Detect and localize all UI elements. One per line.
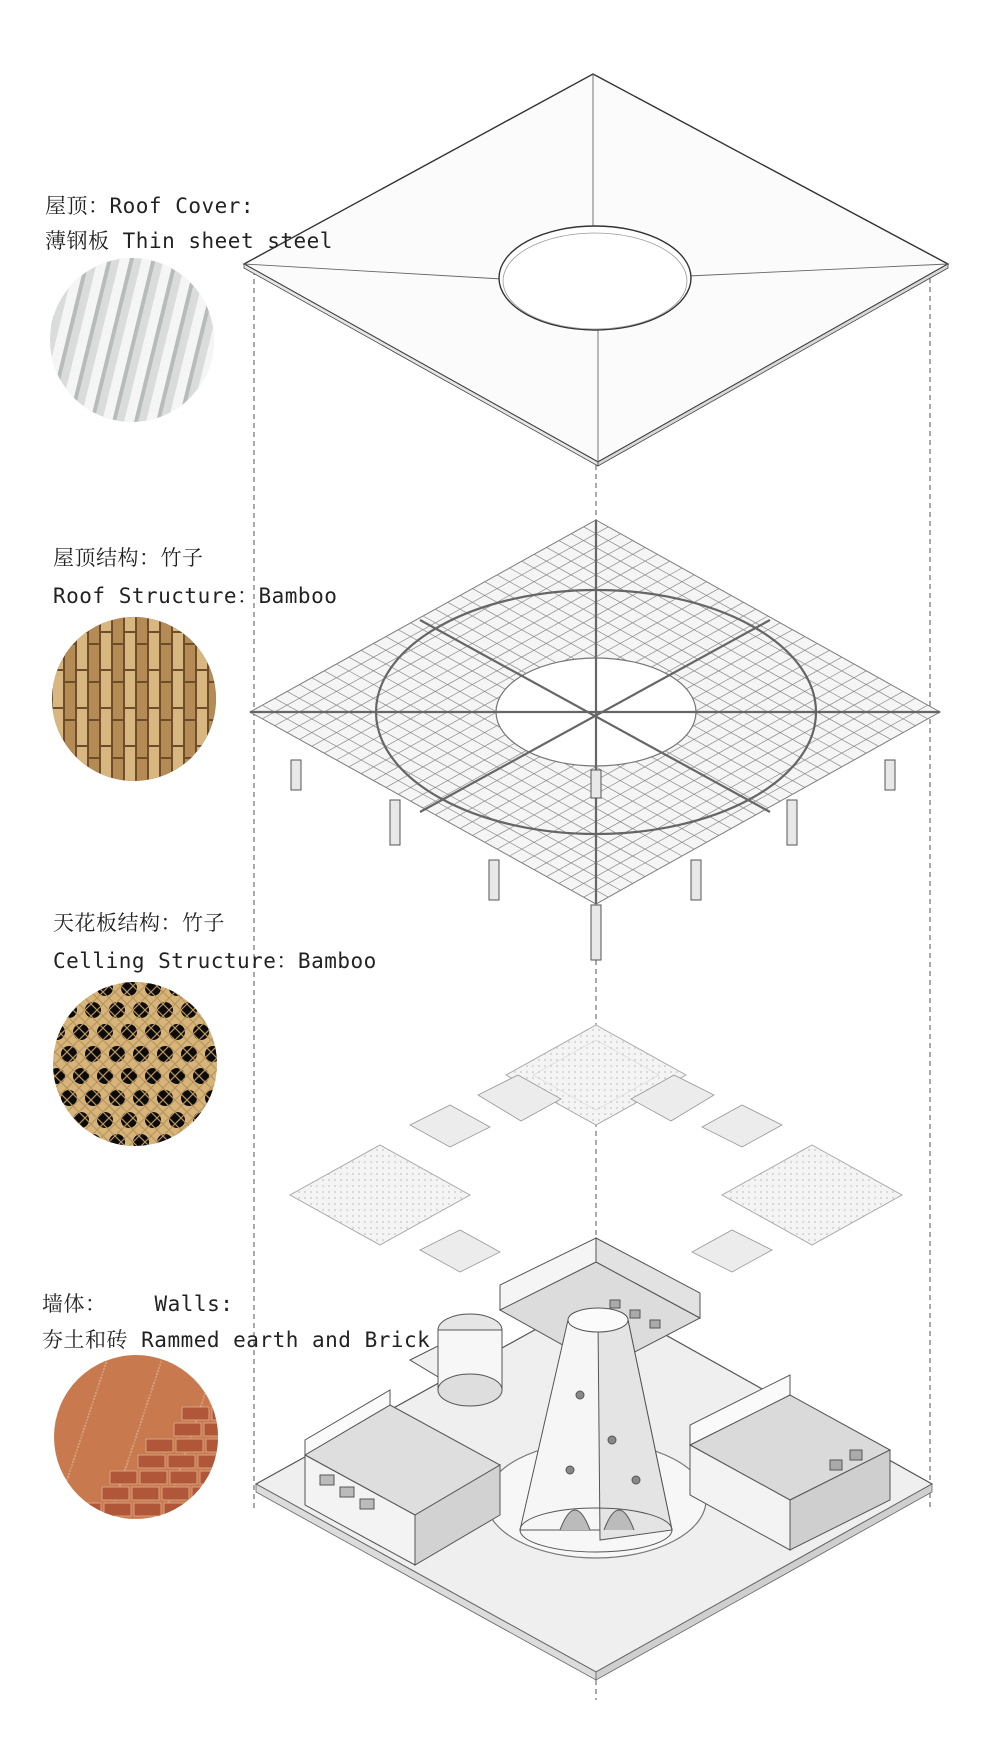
corrugated-steel-swatch [50, 258, 214, 422]
roof-structure-layer [250, 520, 940, 960]
walls-material-cn: 夯土和砖 [42, 1328, 128, 1352]
roof-cover-label-cn: 屋顶： [45, 194, 110, 218]
roof-cover-layer [244, 74, 948, 466]
roof-cover-material-en: Thin sheet steel [122, 229, 333, 253]
bamboo-poles-swatch [52, 617, 216, 781]
ceiling-structure-label-en: Celling Structure：Bamboo [53, 949, 377, 973]
ceiling-structure-label-cn: 天花板结构：竹子 [53, 911, 225, 935]
walls-material [42, 1324, 430, 1354]
walls-label [42, 1288, 233, 1318]
roof-structure-label-en: Roof Structure：Bamboo [53, 584, 338, 608]
walls-layer [256, 1238, 932, 1680]
ceiling-panel-right [692, 1105, 902, 1272]
roof-cover-label-en: Roof Cover: [109, 194, 255, 218]
roof-cover-label [45, 190, 254, 220]
walls-label-en: Walls: [154, 1292, 234, 1316]
walls-label-cn: 墙体： [42, 1292, 107, 1316]
walls-material-en: Rammed earth and Brick [141, 1328, 431, 1352]
roof-cover-material [45, 225, 333, 255]
ceiling-panel-top [478, 1025, 714, 1125]
rammed-earth-brick-swatch [54, 1355, 218, 1519]
roof-structure-label-cn: 屋顶结构：竹子 [53, 546, 204, 570]
roof-cover-material-cn: 薄钢板 [45, 229, 110, 253]
ceiling-panel-left [290, 1105, 500, 1272]
woven-rattan-swatch [53, 982, 217, 1146]
